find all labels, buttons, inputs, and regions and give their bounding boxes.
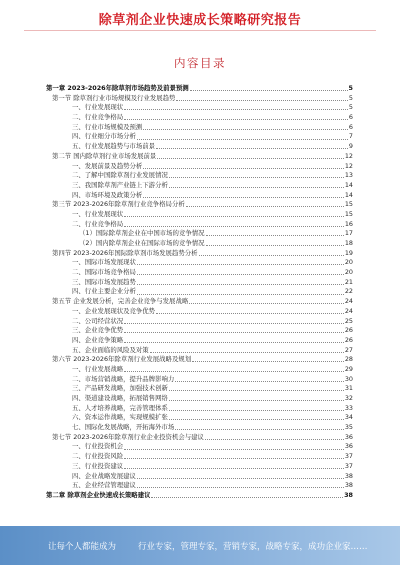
toc-entry-page: 7 (348, 132, 353, 141)
toc-entry (46, 375, 353, 385)
toc-dot-leader (192, 355, 344, 362)
toc-entry (46, 472, 353, 482)
toc-entry-page: 24 (344, 306, 353, 315)
toc-dot-leader (137, 258, 344, 265)
toc-chapter-entry (46, 491, 353, 501)
toc-entry-title: （2）国内除草剂企业在国际市场的竞争情况 (79, 239, 205, 247)
toc-dot-leader (124, 336, 344, 343)
toc-entry-title: 第二节 国内除草剂行业市场发展前景 (52, 151, 157, 160)
toc-dot-leader (169, 413, 344, 420)
toc-entry (46, 452, 353, 462)
toc-entry-page: 36 (344, 442, 353, 451)
toc-dot-leader (169, 171, 344, 178)
toc-dot-leader (137, 481, 344, 488)
toc-entry-title: 三、产品研发战略，加强技术创新 (72, 384, 168, 393)
toc-entry-page: 29 (344, 364, 353, 373)
toc-entry-title: 三、行业投资建议 (72, 461, 124, 470)
toc-entry-title: 一、行业发展现状 (72, 209, 124, 218)
toc-entry-title: 四、行业主要企业分析 (72, 287, 136, 296)
toc-entry (46, 365, 353, 375)
toc-entry-title: 五、企业经营管理建议 (72, 481, 136, 490)
toc-entry-page: 31 (344, 384, 353, 393)
toc-dot-leader (199, 249, 344, 256)
toc-entry (46, 229, 353, 239)
toc-entry-title: 二、国际市场竞争格局 (72, 268, 136, 277)
toc-entry-page: 15 (344, 200, 353, 209)
toc-entry (46, 268, 353, 278)
toc-entry-title: 五、人才培养战略，完善管理体系 (72, 403, 168, 412)
toc-section-entry (46, 200, 353, 210)
toc-dot-leader (124, 220, 344, 227)
toc-entry-page: 21 (344, 277, 353, 286)
toc-entry-page: 32 (344, 394, 353, 402)
toc-entry-title: 一、行业发展战略 (72, 364, 124, 373)
toc-entry-title: 三、企业竞争优势 (72, 326, 124, 335)
toc-entry-page: 37 (344, 461, 353, 470)
toc-entry-page: 9 (348, 142, 353, 151)
toc-entry-page: 20 (344, 268, 353, 277)
toc-dot-leader (124, 317, 344, 324)
toc-dot-leader (124, 103, 348, 110)
toc-section-entry (46, 249, 353, 259)
toc-entry (46, 287, 353, 297)
toc-entry-page: 36 (344, 432, 353, 441)
toc-dot-leader (205, 433, 344, 440)
toc-entry-page: 15 (344, 209, 353, 218)
toc-dot-leader (124, 326, 344, 333)
toc-entry (46, 181, 353, 191)
toc-entry-page: 38 (344, 471, 353, 480)
toc-dot-leader (169, 404, 344, 411)
toc-entry-page: 34 (344, 413, 353, 422)
toc-entry (46, 413, 353, 423)
toc-dot-leader (150, 346, 344, 353)
toc-entry (46, 423, 353, 433)
toc-entry (46, 103, 353, 113)
toc-dot-leader (137, 268, 344, 275)
toc-entry-title: 四、市场环境及政策分析 (72, 190, 143, 199)
toc-entry-page: 5 (348, 93, 353, 102)
toc-entry-title: 三、我国除草剂产业链上下游分析 (72, 180, 168, 189)
toc-dot-leader (151, 491, 343, 498)
toc-dot-leader (175, 423, 344, 430)
toc-entry-page: 33 (344, 403, 353, 412)
toc-entry-title: 第二章 除草剂企业快速成长策略建议 (46, 490, 151, 499)
toc-entry (46, 123, 353, 133)
toc-section-entry (46, 355, 353, 365)
toc-entry-title: 第一节 除草剂行业市场规模及行业发展趋势 (52, 93, 176, 102)
toc-section-entry (46, 152, 353, 162)
toc-dot-leader (124, 365, 344, 372)
toc-dot-leader (189, 297, 344, 304)
toc-entry-page: 35 (344, 423, 353, 432)
report-title: 除草剂企业快速成长策略研究报告 (98, 13, 302, 28)
toc-entry-title: 二、公司经营状况 (72, 316, 124, 325)
toc-entry-page: 37 (344, 452, 353, 461)
toc-entry-title: 三、行业市场规模及预测 (72, 122, 143, 131)
toc-entry (46, 384, 353, 394)
toc-entry-title: 二、行业竞争格局 (72, 219, 124, 228)
toc-dot-leader (156, 307, 344, 314)
toc-dot-leader (137, 472, 344, 479)
toc-dot-leader (124, 452, 344, 459)
toc-entry (46, 317, 353, 327)
toc-entry-page: 16 (344, 219, 353, 228)
toc-dot-leader (169, 181, 344, 188)
toc-entry (46, 346, 353, 356)
toc-chapter-entry (46, 84, 353, 94)
table-of-contents (46, 84, 353, 501)
toc-entry-title: 一、企业发展现状及竞争优势 (72, 306, 156, 315)
footer-slogan-roles: 行业专家，管理专家，营销专家，战略专家，成功企业家…… (138, 542, 368, 552)
toc-entry-title: 五、企业面临的风险及对策 (72, 345, 149, 354)
toc-entry-title: （1）国际除草剂企业在中国市场的竞争情况 (79, 229, 205, 238)
toc-entry-page: 5 (348, 84, 353, 92)
toc-dot-leader (186, 200, 344, 207)
toc-entry-page: 18 (344, 239, 353, 247)
toc-entry-page: 14 (344, 180, 353, 189)
toc-entry-page: 22 (344, 287, 353, 296)
toc-entry (46, 210, 353, 220)
toc-dot-leader (206, 229, 344, 236)
toc-dot-leader (143, 123, 348, 130)
toc-entry-title: 二、行业竞争格局 (72, 113, 124, 122)
title-divider (24, 30, 376, 31)
toc-entry-page: 25 (344, 316, 353, 325)
toc-dot-leader (190, 84, 348, 91)
toc-dot-leader (157, 152, 344, 159)
toc-entry-title: 七、国际化发展战略，开拓海外市场 (72, 423, 175, 432)
toc-entry-title: 一、国际市场发展现状 (72, 258, 136, 267)
toc-entry-page: 6 (348, 113, 353, 122)
toc-entry-title: 第一章 2023-2026年除草剂市场趋势及前景预测 (46, 84, 189, 92)
toc-entry-page: 20 (344, 258, 353, 267)
toc-entry-page: 14 (344, 190, 353, 199)
toc-section-entry (46, 94, 353, 104)
toc-dot-leader (176, 94, 347, 101)
toc-section-entry (46, 433, 353, 443)
toc-entry (46, 462, 353, 472)
toc-entry-page: 27 (344, 345, 353, 354)
toc-entry (46, 404, 353, 414)
toc-entry-page: 38 (344, 481, 353, 490)
footer-slogan-lead: 让每个人都能成为 (48, 542, 117, 552)
toc-entry-page: 38 (344, 490, 353, 499)
toc-entry-page: 12 (344, 161, 353, 170)
toc-dot-leader (169, 384, 344, 391)
toc-dot-leader (143, 191, 344, 198)
toc-entry-title: 第五节 企业发展分析，完善企业竞争与发展战略 (52, 297, 189, 306)
toc-entry-title: 第四节 2023-2026年国际除草剂市场发展趋势分析 (52, 248, 198, 257)
toc-dot-leader (137, 287, 344, 294)
toc-dot-leader (137, 132, 348, 139)
toc-entry-title: 四、企业战略发展建议 (72, 471, 136, 480)
toc-entry-page: 5 (348, 103, 353, 112)
toc-entry-page: 24 (344, 297, 353, 306)
toc-dot-leader (175, 375, 344, 382)
toc-entry-page: 26 (344, 326, 353, 335)
toc-entry (46, 132, 353, 142)
toc-entry-page: 13 (344, 171, 353, 180)
toc-entry (46, 394, 353, 404)
toc-dot-leader (169, 394, 344, 401)
toc-dot-leader (206, 239, 344, 246)
toc-entry-title: 一、行业投资机会 (72, 442, 124, 451)
toc-entry (46, 258, 353, 268)
toc-dot-leader (124, 462, 344, 469)
toc-entry (46, 113, 353, 123)
toc-entry-page: 30 (344, 374, 353, 383)
toc-entry (46, 239, 353, 249)
toc-entry-title: 第三节 2023-2026年除草剂行业竞争格局分析 (52, 200, 185, 209)
toc-entry-title: 五、行业发展趋势与市场前景 (72, 142, 156, 151)
toc-entry-title: 四、渠道建设战略，拓展销售网络 (72, 394, 168, 402)
toc-entry-page: 6 (348, 122, 353, 131)
toc-entry (46, 191, 353, 201)
toc-dot-leader (124, 113, 348, 120)
toc-entry-page: 19 (344, 248, 353, 257)
toc-dot-leader (137, 278, 344, 285)
toc-entry (46, 442, 353, 452)
toc-entry-title: 四、企业竞争策略 (72, 335, 124, 344)
toc-entry-title: 第七节 2023-2026年除草剂行业企业投资机会与建议 (52, 432, 204, 441)
toc-entry (46, 162, 353, 172)
toc-entry-title: 一、发展前景及趋势分析 (72, 161, 143, 170)
toc-entry-title: 二、了解中国除草剂行业发展情况 (72, 171, 168, 180)
toc-entry-title: 二、市场营销战略，提升品牌影响力 (72, 374, 175, 383)
toc-entry (46, 278, 353, 288)
toc-entry (46, 481, 353, 491)
toc-entry (46, 336, 353, 346)
toc-dot-leader (156, 142, 348, 149)
toc-entry-title: 二、行业投资风险 (72, 452, 124, 461)
toc-entry-page: 26 (344, 335, 353, 344)
footer-banner (0, 526, 400, 565)
toc-entry-title: 六、资本运作战略，实现规模扩张 (72, 413, 168, 422)
toc-entry (46, 326, 353, 336)
toc-entry-page: 17 (344, 229, 353, 238)
toc-section-entry (46, 297, 353, 307)
toc-entry-page: 12 (344, 151, 353, 160)
toc-entry-title: 第六节 2023-2026年除草剂行业发展战略及规划 (52, 355, 192, 364)
toc-entry-title: 一、行业发展现状 (72, 103, 124, 112)
toc-entry (46, 171, 353, 181)
toc-dot-leader (143, 162, 344, 169)
toc-heading: 内容目录 (174, 56, 226, 70)
toc-entry (46, 142, 353, 152)
toc-entry-page: 28 (344, 355, 353, 364)
toc-dot-leader (124, 210, 344, 217)
toc-dot-leader (124, 442, 344, 449)
toc-entry (46, 220, 353, 230)
toc-entry-title: 三、国际市场发展趋势 (72, 277, 136, 286)
toc-entry (46, 307, 353, 317)
toc-entry-title: 四、行业细分市场分析 (72, 132, 136, 141)
